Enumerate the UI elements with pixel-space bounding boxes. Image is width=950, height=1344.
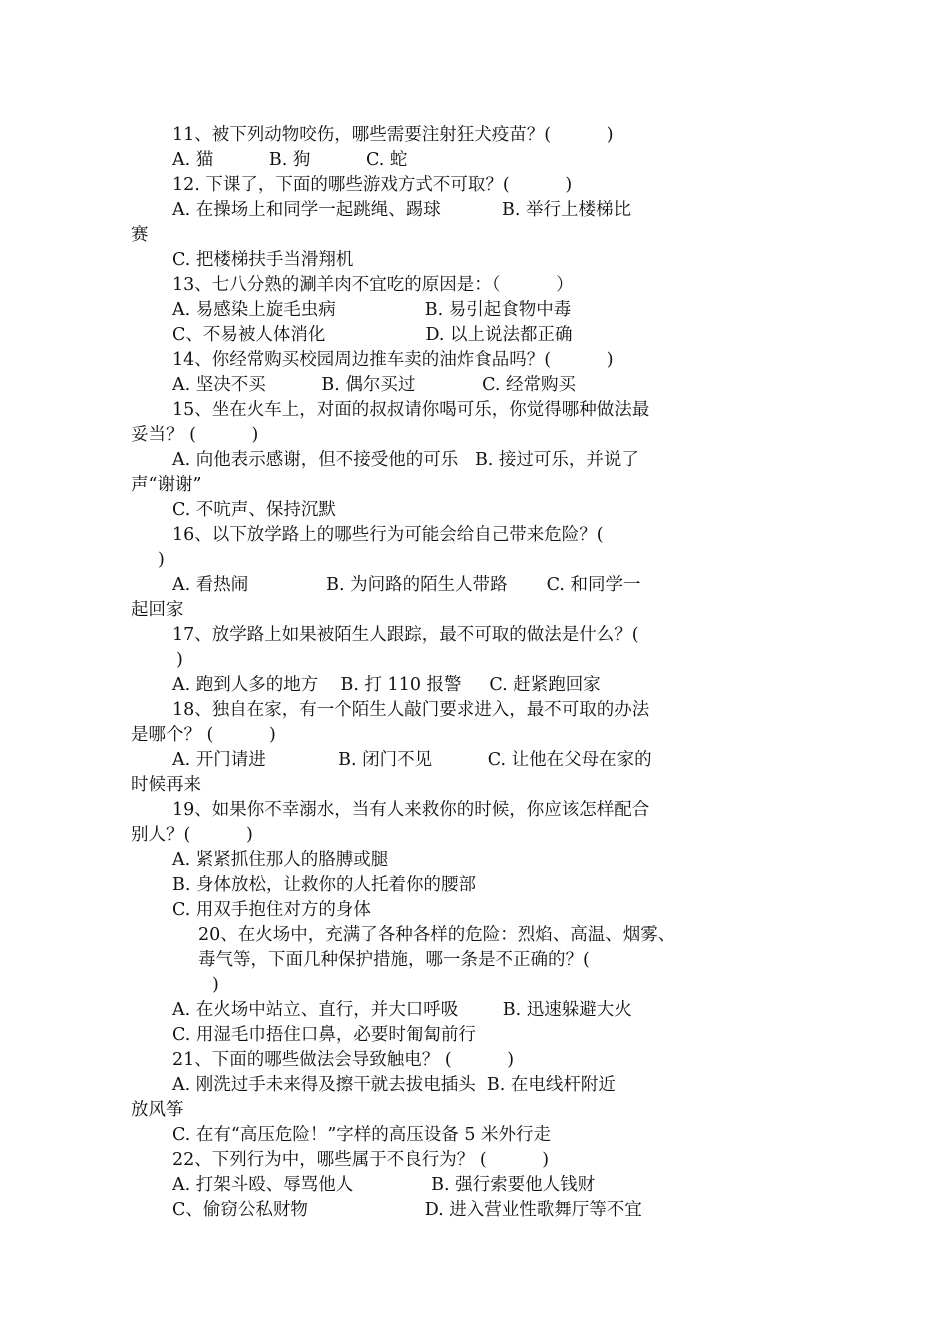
options-21-wrap: 放风筝 [131, 1100, 184, 1120]
question-20-wrap: 毒气等，下面几种保护措施，哪一条是不正确的？( [198, 950, 590, 970]
options-16-wrap: 起回家 [131, 600, 184, 620]
question-12: 12. 下课了，下面的哪些游戏方式不可取？( ) [172, 175, 573, 195]
question-19: 19、如果你不幸溺水，当有人来救你的时候，你应该怎样配合 [172, 800, 650, 820]
options-12-a-b: A. 在操场上和同学一起跳绳、踢球 B. 举行上楼梯比 [172, 200, 631, 220]
options-20-a-b: A. 在火场中站立、直行，并大口呼吸 B. 迅速躲避大火 [172, 1000, 632, 1020]
question-13: 13、七八分熟的涮羊肉不宜吃的原因是：（ ） [172, 275, 574, 295]
options-15-c: C. 不吭声、保持沉默 [172, 500, 336, 520]
options-13-c-d: C、不易被人体消化 D. 以上说法都正确 [172, 325, 573, 345]
question-20-wrap-2: ) [212, 975, 219, 995]
question-18: 18、独自在家，有一个陌生人敲门要求进入，最不可取的办法 [172, 700, 650, 720]
options-21-c: C. 在有“高压危险！”字样的高压设备 5 米外行走 [172, 1125, 552, 1145]
question-19-wrap: 别人？( ) [131, 825, 253, 845]
question-15: 15、坐在火车上，对面的叔叔请你喝可乐，你觉得哪种做法最 [172, 400, 650, 420]
question-17-wrap: ) [176, 650, 183, 670]
options-17: A. 跑到人多的地方 B. 打 110 报警 C. 赶紧跑回家 [172, 675, 601, 695]
question-21: 21、下面的哪些做法会导致触电？ ( ) [172, 1050, 515, 1070]
question-22: 22、下列行为中，哪些属于不良行为？ ( ) [172, 1150, 550, 1170]
options-21-a-b: A. 刚洗过手未来得及擦干就去拔电插头 B. 在电线杆附近 [172, 1075, 616, 1095]
options-22-c-d: C、偷窃公私财物 D. 进入营业性歌舞厅等不宜 [172, 1200, 642, 1220]
options-12-c: C. 把楼梯扶手当滑翔机 [172, 250, 354, 270]
options-22-a-b: A. 打架斗殴、辱骂他人 B. 强行索要他人钱财 [172, 1175, 596, 1195]
question-14: 14、你经常购买校园周边推车卖的油炸食品吗？( ) [172, 350, 614, 370]
question-16-wrap: ) [158, 550, 165, 570]
options-15-wrap: 声“谢谢” [131, 475, 202, 495]
question-16: 16、以下放学路上的哪些行为可能会给自己带来危险？( [172, 525, 604, 545]
options-13-a-b: A. 易感染上旋毛虫病 B. 易引起食物中毒 [172, 300, 572, 320]
options-11: A. 猫 B. 狗 C. 蛇 [172, 150, 408, 170]
options-18: A. 开门请进 B. 闭门不见 C. 让他在父母在家的 [172, 750, 652, 770]
options-19-c: C. 用双手抱住对方的身体 [172, 900, 371, 920]
options-15-a-b: A. 向他表示感谢，但不接受他的可乐 B. 接过可乐，并说了 [172, 450, 639, 470]
options-16: A. 看热闹 B. 为问路的陌生人带路 C. 和同学一 [172, 575, 641, 595]
question-15-wrap: 妥当？ ( ) [131, 425, 259, 445]
question-18-wrap: 是哪个？ ( ) [131, 725, 276, 745]
options-18-wrap: 时候再来 [131, 775, 201, 795]
options-12-wrap: 赛 [131, 225, 149, 245]
options-19-a: A. 紧紧抓住那人的胳膊或腿 [172, 850, 389, 870]
options-19-b: B. 身体放松，让救你的人托着你的腰部 [172, 875, 476, 895]
question-20: 20、在火场中，充满了各种各样的危险：烈焰、高温、烟雾、 [198, 925, 676, 945]
options-14: A. 坚决不买 B. 偶尔买过 C. 经常购买 [172, 375, 577, 395]
options-20-c: C. 用湿毛巾捂住口鼻，必要时匍匐前行 [172, 1025, 476, 1045]
question-11: 11、被下列动物咬伤，哪些需要注射狂犬疫苗？( ) [172, 125, 614, 145]
question-17: 17、放学路上如果被陌生人跟踪，最不可取的做法是什么？( [172, 625, 639, 645]
